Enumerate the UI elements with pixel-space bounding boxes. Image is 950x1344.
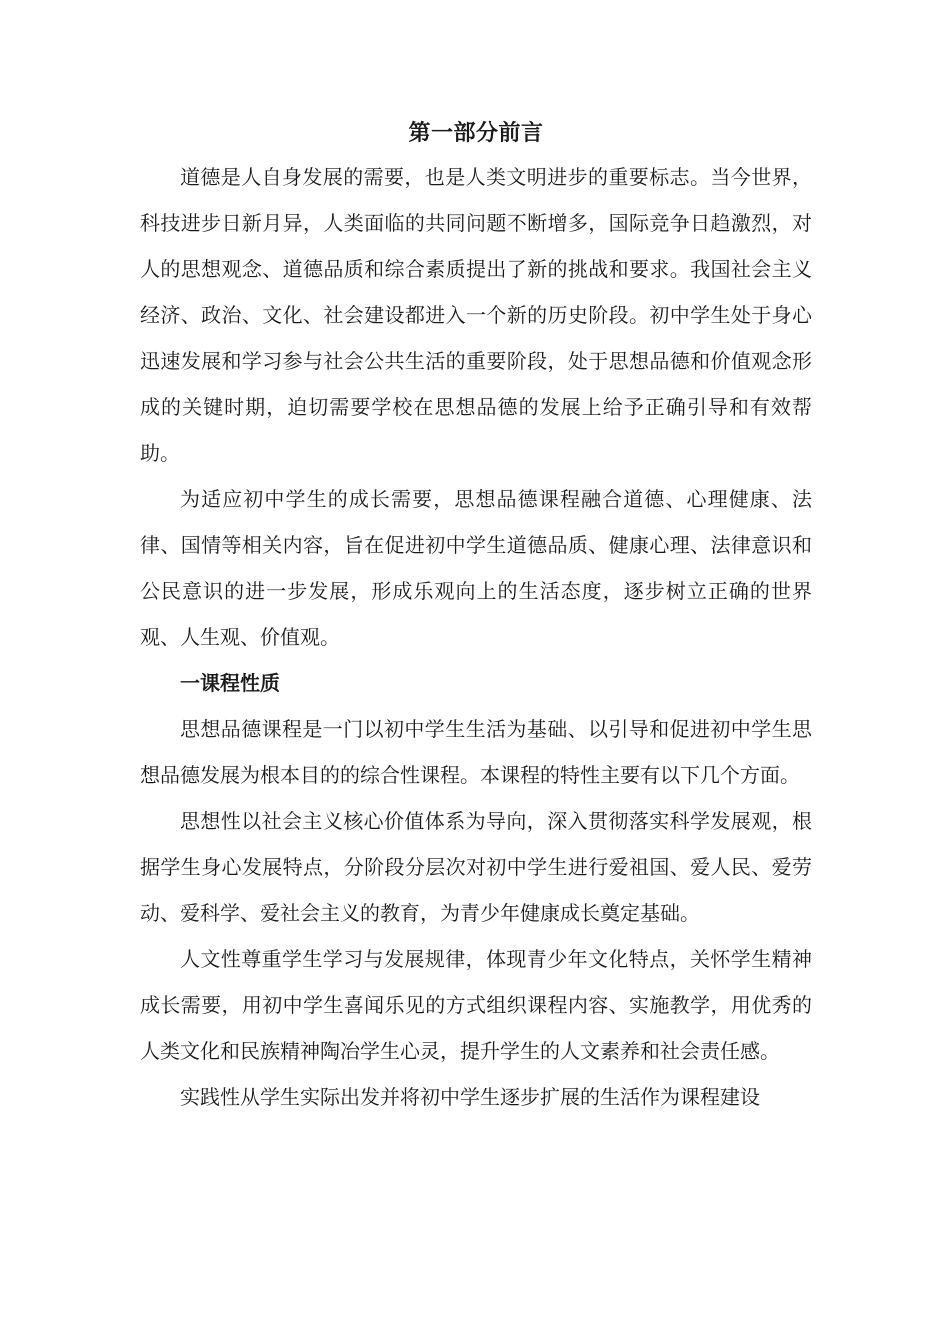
paragraph-practical-nature: 实践性从学生实际出发并将初中学生逐步扩展的生活作为课程建设 — [180, 1085, 760, 1109]
document-title: 第一部分前言 — [408, 120, 544, 146]
paragraph-ideological-nature: 思想性以社会主义核心价值体系为导向，深入贯彻落实科学发展观，根据学生身心发展特点，分阶段分层次对初中学生进行爱祖国、爱人民、爱劳动、爱科学、爱社会主义的教育，为青少年健康成长奠定基础。 — [140, 809, 812, 925]
paragraph-morality-importance: 道德是人自身发展的需要，也是人类文明进步的重要标志。当今世界，科技进步日新月异，人类面临的共同问题不断增多，国际竞争日趋激烈，对人的思想观念、道德品质和综合素质提出了新的挑战和要求。我国社会主义经济、政治、文化、社会建设都进入一个新的历史阶段。初中学生处于身心迅速发展和学习参与社会公共生活的重要阶段，处于思想品德和价值观念形成的关键时期，迫切需要学校在思想品德的发展上给予正确引导和有效帮助。 — [140, 165, 812, 465]
paragraph-humanistic-nature: 人文性尊重学生学习与发展规律，体现青少年文化特点，关怀学生精神成长需要，用初中学生喜闻乐见的方式组织课程内容、实施教学，用优秀的人类文化和民族精神陶冶学生心灵，提升学生的人文素养和社会责任感。 — [140, 947, 812, 1063]
paragraph-course-purpose: 为适应初中学生的成长需要，思想品德课程融合道德、心理健康、法律、国情等相关内容，旨在促进初中学生道德品质、健康心理、法律意识和公民意识的进一步发展，形成乐观向上的生活态度，逐步树立正确的世界观、人生观、价值观。 — [140, 487, 812, 649]
section-heading-course-nature: 一课程性质 — [180, 671, 280, 695]
document-body — [140, 112, 812, 1120]
paragraph-course-definition: 思想品德课程是一门以初中学生生活为基础、以引导和促进初中学生思想品德发展为根本目的的综合性课程。本课程的特性主要有以下几个方面。 — [140, 717, 812, 787]
